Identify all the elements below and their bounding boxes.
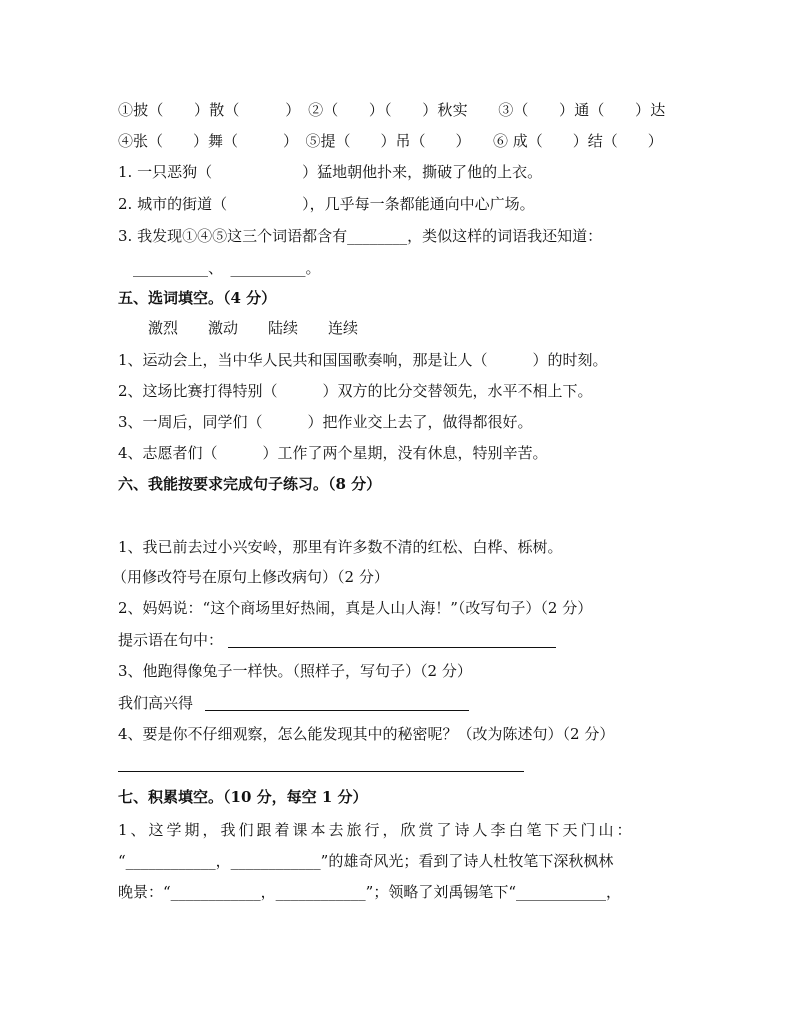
question-6-3-prompt: 我们高兴得	[118, 694, 194, 712]
answer-line-6-3	[205, 710, 469, 711]
word-row-2: ④张（ ）舞（ ） ⑤提（ ）吊（ ） ⑥ 成（ ）结（ ）	[118, 132, 663, 150]
question-6-4: 4、要是你不仔细观察，怎么能发现其中的秘密呢？（改为陈述句）（2 分）	[118, 725, 615, 743]
question-6-2: 2、妈妈说：“这个商场里好热闹，真是人山人海！”（改写句子）（2 分）	[118, 599, 593, 617]
section-7-title: 七、积累填空。（10 分，每空 1 分）	[118, 788, 368, 806]
question-5-2: 2、这场比赛打得特别（ ）双方的比分交替领先，水平不相上下。	[118, 382, 593, 400]
question-6-2-prompt: 提示语在句中：	[118, 631, 224, 649]
question-4-1: 1. 一只恶狗（ ）猛地朝他扑来，撕破了他的上衣。	[118, 163, 543, 181]
question-7-1-line-3: 晚景：“____________，____________”；领略了刘禹锡笔下“____________，	[118, 883, 622, 901]
question-4-3: 3. 我发现①④⑤这三个词语都含有________，类似这样的词语我还知道：	[118, 227, 603, 245]
answer-line-6-4	[118, 771, 524, 772]
word-bank: 激烈 激动 陆续 连续	[148, 319, 359, 337]
question-5-4: 4、志愿者们（ ）工作了两个星期，没有休息，特别辛苦。	[118, 444, 548, 462]
question-7-1-line-2: “____________，____________”的雄奇风光；看到了诗人杜牧笔下深秋枫林	[118, 852, 614, 870]
question-5-3: 3、一周后，同学们（ ）把作业交上去了，做得都很好。	[118, 413, 533, 431]
question-4-2: 2. 城市的街道（ ），几乎每一条都能通向中心广场。	[118, 195, 535, 213]
question-6-1: 1、我已前去过小兴安岭，那里有许多数不清的红松、白桦、栎树。	[118, 538, 563, 556]
answer-line-6-2	[228, 647, 556, 648]
question-5-1: 1、运动会上，当中华人民共和国国歌奏响，那是让人（ ）的时刻。	[118, 351, 608, 369]
question-6-3: 3、他跑得像兔子一样快。（照样子，写句子）（2 分）	[118, 662, 472, 680]
question-6-1-note: （用修改符号在原句上修改病句）（2 分）	[112, 568, 389, 586]
section-6-title: 六、我能按要求完成句子练习。（8 分）	[118, 475, 382, 493]
question-7-1-line-1: 1、这学期，我们跟着课本去旅行，欣赏了诗人李白笔下天门山：	[118, 821, 635, 839]
word-row-1: ①披（ ）散（ ） ②（ ）（ ）秋实 ③（ ）通（ ）达	[118, 101, 666, 119]
question-4-3-blanks: __________、 __________。	[118, 259, 321, 277]
section-5-title: 五、选词填空。（4 分）	[118, 289, 277, 307]
